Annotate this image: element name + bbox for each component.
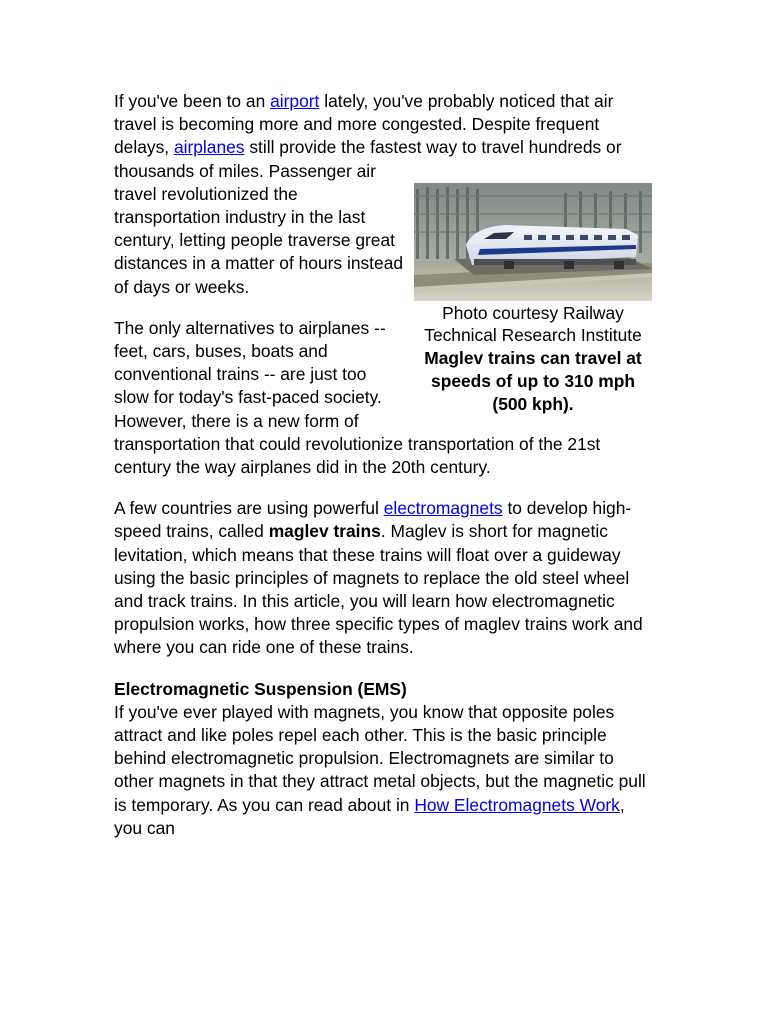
maglev-trains-term: maglev trains bbox=[268, 521, 381, 542]
photo-caption: Maglev trains can travel at speeds of up to 310 mph (500 kph). bbox=[424, 347, 642, 414]
intro-text-2: lately, you've probably noticed that air travel is becoming more and more congested. Despite frequent delays, bbox=[114, 91, 614, 158]
how-electromagnets-work-link[interactable]: How Electromagnets Work bbox=[414, 794, 620, 815]
intro-paragraph-end: travel revolutionized the transportation industry in the last century, letting people traverse great distances in a matter of hours instead of days or weeks. bbox=[114, 183, 404, 297]
maglev-text-2: to develop high-speed trains, called bbox=[114, 498, 632, 542]
maglev-text-3: . Maglev is short for magnetic levitation, which means that these trains will float over a guideway using the basic principles of magnets to replace the old steel wheel and track trains. In this article, you will learn how electromagnetic propulsion works, how three specific types of maglev trains work and where you can ride one of these trains. bbox=[114, 521, 643, 658]
airport-link[interactable]: airport bbox=[270, 91, 320, 111]
intro-text-1: If you've been to an bbox=[114, 91, 271, 111]
article-body bbox=[114, 90, 654, 840]
intro-paragraph-start bbox=[114, 90, 654, 183]
ems-section bbox=[114, 678, 654, 840]
alternatives-paragraph: The only alternatives to airplanes -- feet, cars, buses, boats and conventional trains -- are just too slow for today's fast-paced society. However, there is a new form of transportation that could revolutionize transportation of the 21st century the way airplanes did in the 20th century. bbox=[114, 317, 601, 478]
maglev-train-photo bbox=[414, 183, 652, 301]
intro-block bbox=[114, 90, 654, 183]
airplanes-link[interactable]: airplanes bbox=[173, 137, 245, 158]
ems-text-2: , you can bbox=[114, 794, 625, 838]
photo-credit: Photo courtesy Railway Technical Research Institute bbox=[424, 302, 642, 346]
ems-text-1: If you've ever played with magnets, you know that opposite poles attract and like poles repel each other. This is the basic principle behind electromagnetic propulsion. Electromagnets are similar to other magnets in that they attract metal objects, but the magnetic pull is temporary. As you can read about in bbox=[114, 701, 646, 815]
electromagnets-link[interactable]: electromagnets bbox=[383, 498, 503, 519]
section-heading: Electromagnetic Suspension (EMS) bbox=[114, 678, 407, 699]
maglev-text-1: A few countries are using powerful bbox=[114, 498, 384, 519]
intro-text-3-part-a: still provide the fastest way to travel hundreds or thousands of miles. Passenger air bbox=[114, 137, 622, 181]
maglev-intro-paragraph bbox=[114, 497, 654, 659]
photo-figure bbox=[412, 183, 654, 416]
